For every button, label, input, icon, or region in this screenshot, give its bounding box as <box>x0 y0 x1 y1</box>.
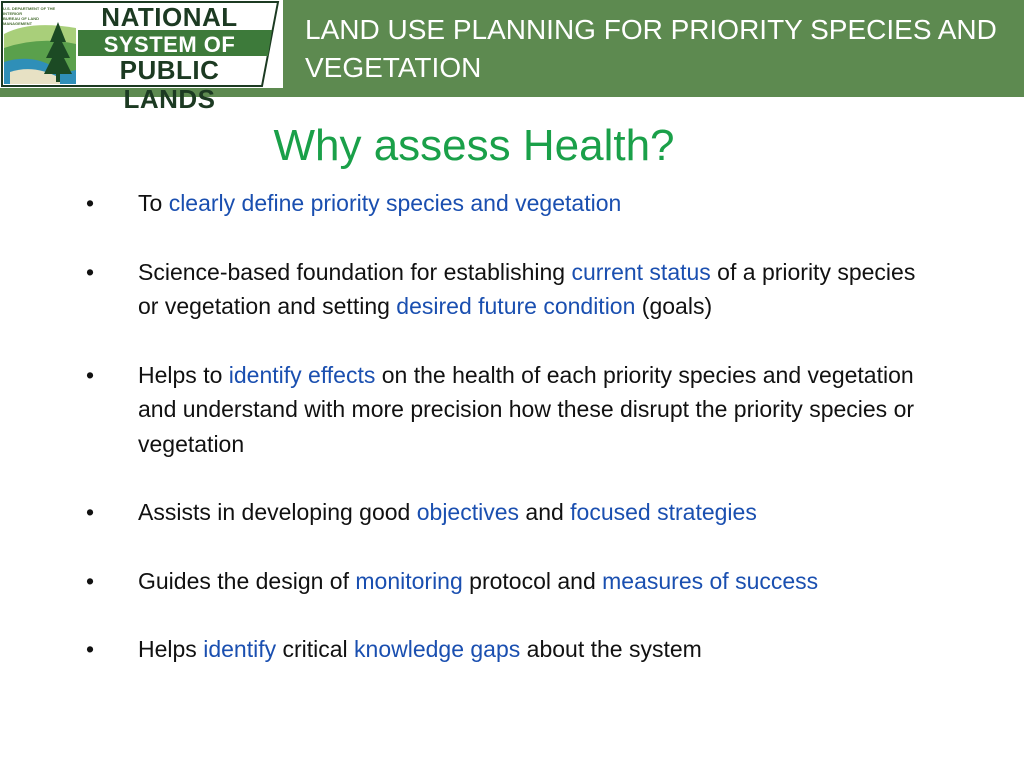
bullet-text: Helps <box>138 636 204 662</box>
bullet-icon: • <box>86 258 95 285</box>
highlighted-text: identify <box>203 636 277 662</box>
header-title: LAND USE PLANNING FOR PRIORITY SPECIES AND VEGETATION <box>305 14 997 83</box>
bullet-text: on the health of each priority species and vegetation and understand with more precision how these disrupt the priority species or vegetation <box>138 361 915 457</box>
bullet-item <box>0 564 918 599</box>
logo-agency-line-2: BUREAU OF LAND MANAGEMENT <box>3 16 39 26</box>
bullet-text: Helps to <box>138 361 229 388</box>
bullet-text: To <box>138 190 169 216</box>
highlighted-text: desired future condition <box>396 293 636 319</box>
bullet-text: critical <box>276 636 355 662</box>
blm-logo <box>0 0 283 114</box>
bullet-text: (goals) <box>635 293 713 319</box>
bullet-text: Guides the design of <box>138 567 356 594</box>
highlighted-text: identify effects <box>228 361 376 388</box>
logo-agency-line-1: U.S. DEPARTMENT OF THE INTERIOR <box>3 6 56 16</box>
bullet-icon: • <box>86 190 95 216</box>
highlighted-text: clearly define priority species and vegetation <box>168 190 622 216</box>
highlighted-text: objectives <box>416 499 520 525</box>
bullet-text: and <box>519 499 571 525</box>
slide-title: Why assess Health? <box>273 121 675 170</box>
bullet-item <box>0 495 918 530</box>
logo-line-national: NATIONAL <box>101 2 238 32</box>
bullet-list <box>0 186 1024 701</box>
header-bar <box>0 0 1024 114</box>
logo-line-system-of: SYSTEM OF <box>103 32 236 57</box>
bullet-item <box>0 358 918 462</box>
bullet-item <box>0 632 918 667</box>
bullet-icon: • <box>86 567 95 594</box>
bullet-text: about the system <box>520 636 702 662</box>
bullet-item <box>0 186 918 221</box>
highlighted-text: focused strategies <box>570 499 757 525</box>
bullet-text: protocol and <box>462 567 603 594</box>
logo-line-public-lands: PUBLIC LANDS <box>119 55 220 114</box>
bullet-icon: • <box>86 499 95 525</box>
bullet-text: Assists in developing good <box>138 499 417 525</box>
highlighted-text: current status <box>571 258 711 285</box>
bullet-icon: • <box>86 361 95 388</box>
bullet-text: Science-based foundation for establishing <box>138 258 572 285</box>
bullet-icon: • <box>86 636 95 662</box>
bullet-text: of a priority species or vegetation and setting <box>138 258 916 319</box>
highlighted-text: knowledge gaps <box>354 636 521 662</box>
logo-agency-text <box>3 6 65 26</box>
bullet-item <box>0 255 918 324</box>
highlighted-text: measures of success <box>602 567 819 594</box>
highlighted-text: monitoring <box>355 567 463 594</box>
